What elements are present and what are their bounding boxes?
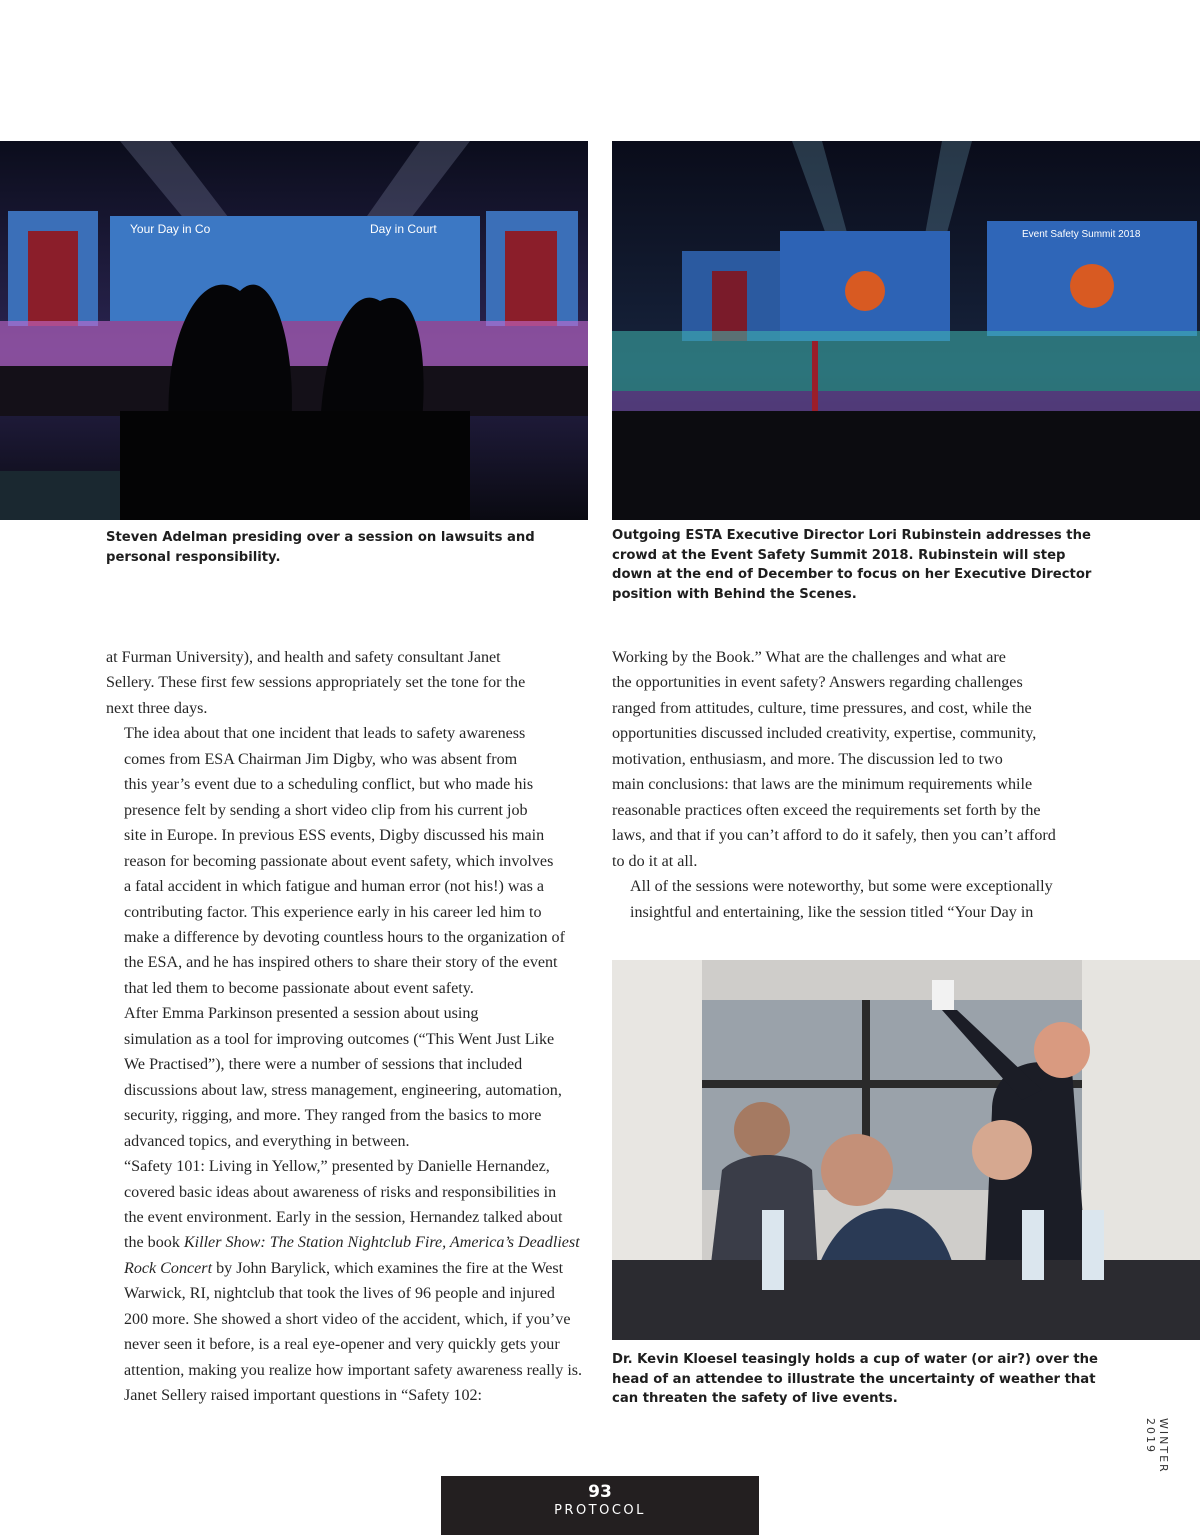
paragraph	[106, 1154, 590, 1383]
photo-caption-left: Steven Adelman presiding over a session on lawsuits and personal responsibility.	[106, 530, 535, 565]
slide-text-right: Day in Court	[370, 222, 437, 236]
text-line: make a difference by devoting countless hours to the organization of	[124, 928, 565, 946]
text-line: insightful and entertaining, like the session titled “Your Day in	[630, 903, 1034, 921]
paragraph	[106, 1383, 590, 1408]
article-column-left	[106, 645, 590, 1409]
text-line: “Safety 101: Living in Yellow,” presented by Danielle Hernandez,	[124, 1158, 550, 1176]
text-line: Sellery. These first few sessions appropriately set the tone for the	[106, 674, 526, 692]
screen-text: Event Safety Summit 2018	[1022, 229, 1141, 240]
text-line	[106, 1256, 590, 1281]
issue-label: WINTER 2019	[1144, 1418, 1170, 1474]
paragraph	[106, 721, 590, 1001]
stage-session-photo	[0, 141, 588, 520]
photo-caption-bottom: Dr. Kevin Kloesel teasingly holds a cup of water (or air?) over the head of an attendee to illustrate the uncertainty of weather that can threaten the safety of live events.	[612, 1352, 1098, 1407]
paragraph	[106, 645, 590, 721]
text-line: ranged from attitudes, culture, time pressures, and cost, while the	[612, 699, 1032, 717]
paragraph	[612, 874, 1092, 925]
text-line: The idea about that one incident that leads to safety awareness	[124, 725, 526, 743]
text-line: Warwick, RI, nightclub that took the lives of 96 people and injured	[124, 1285, 555, 1303]
text-line: the opportunities in event safety? Answers regarding challenges	[612, 674, 1023, 692]
text-line: We Practised”), there were a number of sessions that included	[124, 1056, 523, 1074]
text-line: this year’s event due to a scheduling conflict, but who made his	[124, 776, 534, 794]
page-footer	[441, 1476, 759, 1535]
text-line: discussions about law, stress management, engineering, automation,	[124, 1081, 562, 1099]
text-line: that led them to become passionate about event safety.	[124, 979, 474, 997]
slide-text-left: Your Day in Co	[130, 222, 211, 236]
text-line: a fatal accident in which fatigue and human error (not his!) was a	[124, 878, 545, 896]
text-line: attention, making you realize how important safety awareness really is.	[124, 1361, 583, 1379]
text-line: the event environment. Early in the session, Hernandez talked about	[124, 1208, 563, 1226]
text-line: to do it at all.	[612, 852, 698, 870]
summit-stage-photo	[612, 141, 1200, 520]
text-line: All of the sessions were noteworthy, but some were exceptionally	[630, 878, 1053, 896]
text-line: 200 more. She showed a short video of the accident, which, if you’ve	[124, 1310, 571, 1328]
text-line	[106, 1230, 590, 1255]
text-fragment: by John Barylick, which examines the fire at the West	[212, 1259, 564, 1277]
text-line: reasonable practices often exceed the requirements set forth by the	[612, 801, 1041, 819]
text-line: laws, and that if you can’t afford to do it safely, then you can’t afford	[612, 827, 1056, 845]
text-line: main conclusions: that laws are the minimum requirements while	[612, 776, 1033, 794]
text-line: the ESA, and he has inspired others to share their story of the event	[124, 954, 558, 972]
text-line: simulation as a tool for improving outcomes (“This Went Just Like	[124, 1030, 555, 1048]
publication-name: PROTOCOL	[554, 1503, 646, 1518]
paragraph	[612, 645, 1092, 874]
text-line: never seen it before, is a real eye-opener and very quickly gets your	[124, 1336, 560, 1354]
text-line: presence felt by sending a short video clip from his current job	[124, 801, 528, 819]
page-number: 93	[588, 1482, 612, 1502]
article-column-right	[612, 645, 1092, 925]
text-line: at Furman University), and health and safety consultant Janet	[106, 649, 501, 666]
text-line: site in Europe. In previous ESS events, Digby discussed his main	[124, 827, 545, 845]
text-line: security, rigging, and more. They ranged from the basics to more	[124, 1107, 542, 1125]
text-line: reason for becoming passionate about event safety, which involves	[124, 852, 554, 870]
paragraph	[106, 1001, 590, 1154]
text-line: After Emma Parkinson presented a session about using	[124, 1005, 479, 1023]
photo-caption-right: Outgoing ESTA Executive Director Lori Rubinstein addresses the crowd at the Event Safety Summit 2018. Rubinstein will step down at the end of December to focus on her Executive Director position with Behind the Scenes.	[612, 528, 1092, 602]
text-line: motivation, enthusiasm, and more. The discussion led to two	[612, 750, 1003, 768]
text-line: opportunities discussed included creativity, expertise, community,	[612, 725, 1037, 743]
text-line: covered basic ideas about awareness of risks and responsibilities in	[124, 1183, 557, 1201]
text-line: Working by the Book.” What are the challenges and what are	[612, 649, 1006, 666]
text-line: Janet Sellery raised important questions in “Safety 102:	[124, 1387, 483, 1405]
text-line: next three days.	[106, 699, 208, 717]
text-fragment: the book	[124, 1234, 184, 1252]
book-title: Killer Show: The Station Nightclub Fire, America’s Deadliest	[183, 1234, 580, 1252]
text-line: contributing factor. This experience early in his career led him to	[124, 903, 542, 921]
attendees-photo	[612, 960, 1200, 1340]
text-line: comes from ESA Chairman Jim Digby, who was absent from	[124, 750, 518, 768]
text-line: advanced topics, and everything in between.	[124, 1132, 410, 1150]
book-title: Rock Concert	[124, 1259, 213, 1277]
